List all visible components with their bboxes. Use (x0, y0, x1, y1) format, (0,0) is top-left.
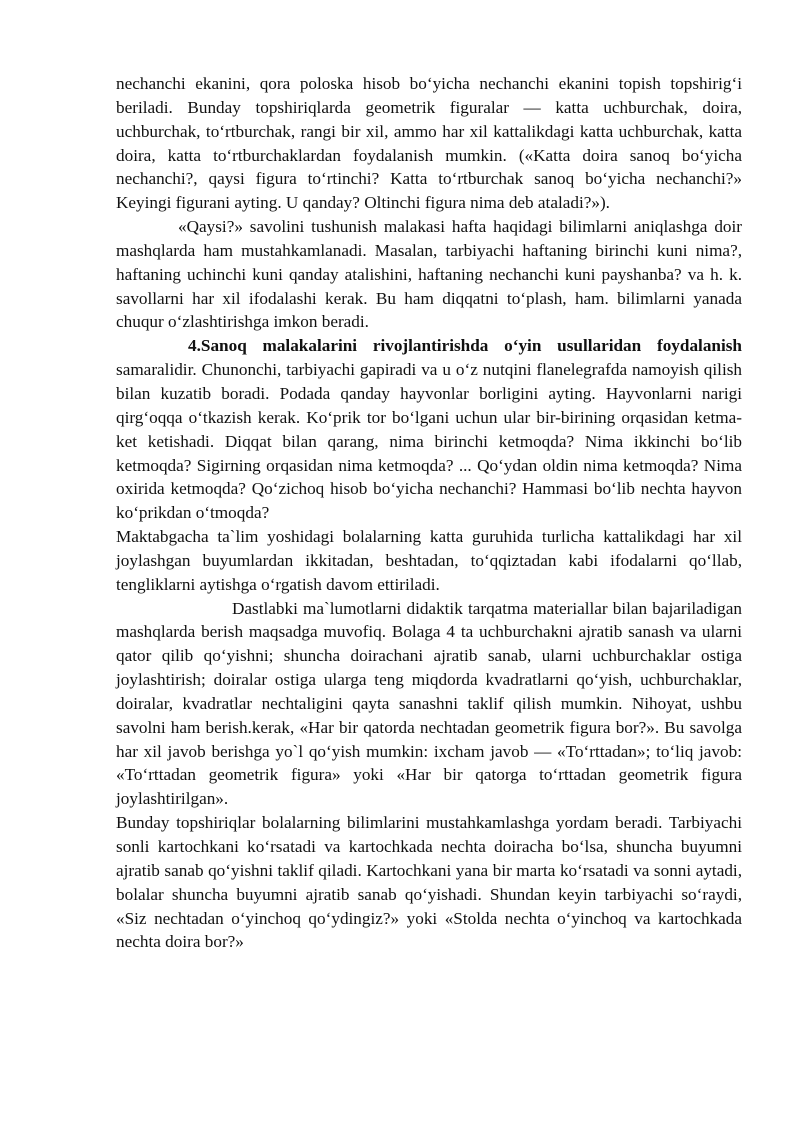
section-heading: 4.Sanoq malakalarini rivojlantirishda o‘yin usullaridan foydalanish (188, 336, 742, 356)
paragraph-number-cards: Bunday topshiriqlar bolalarning bilimlarini mustahkamlashga yordam beradi. Tarbiyachi sonli kartochkani ko‘rsatadi va kartochkada nechta doiracha bo‘lsa, shuncha buyumni ajratib sanab qo‘yishni taklif qiladi. Kartochkani yana bir marta ko‘rsatadi va sonni aytadi, bolalar shuncha buyumni ajratib sanab qo‘yishadi. Shundan keyin tarbiyachi so‘raydi, «Siz nechtadan o‘yinchoq qo‘ydingiz?» yoki «Stolda nechta o‘yinchoq va kartochkada nechta doira bor?» (116, 813, 742, 952)
paragraph-didactic-materials: Dastlabki ma`lumotlarni didaktik tarqatma materiallar bilan bajariladigan mashqlarda berish maqsadga muvofiq. Bolaga 4 ta uchburchakni ajratib sanash va ularni qator qilib qo‘yishni; shuncha doirachani ajratib sanab, ularni uchburchaklar ostiga joylashtirish; doiralar ostiga ularga teng miqdorda kvadratlarni qo‘yish, uchburchaklar, doiralar, kvadratlar nechtaligini qayta sanashni taklif qilish mumkin. Nihoyat, ushbu savolni ham berish.kerak, «Har bir qatorda nechtadan geometrik figura bor?». Bu savolga har xil javob berishga yo`l qo‘yish mumkin: ixcham javob — «To‘rttadan»; to‘liq javob: «To‘rttadan geometrik figura» yoki «Har bir qatorga to‘rttadan geometrik figura joylashtirilgan». (116, 598, 742, 809)
paragraph-game-methods (116, 334, 742, 525)
paragraph-ordinal-figures: nechanchi ekanini, qora poloska hisob bo‘yicha nechanchi ekanini topish topshirig‘i beriladi. Bunday topshiriqlarda geometrik figuralar — katta uchburchak, doira, uchburchak, to‘rtburchak, rangi bir xil, ammo har xil kattalikdagi katta uchburchak, katta doira, katta to‘rtburchaklardan foydalanish mumkin. («Katta doira sanoq bo‘yicha nechanchi?, qaysi figura to‘rtinchi? Katta to‘rtburchak sanoq bo‘yicha nechanchi?» Keyingi figurani ayting. U qanday? Oltinchi figura nima deb ataladi?»). (116, 74, 742, 213)
paragraph-which-question: «Qaysi?» savolini tushunish malakasi hafta haqidagi bilimlarni aniqlashga doir mashqlarda ham mustahkamlanadi. Masalan, tarbiyachi haftaning birinchi kuni nima?, haftaning uchinchi kuni qanday atalishini, haftaning nechanchi kuni payshanba? va h. k. savollarni har xil ifodalashi kerak. Bu ham diqqatni to‘plash, ham. bilimlarni yanada chuqur o‘zlashtirishga imkon beradi. (116, 217, 742, 332)
paragraph-senior-group: Maktabgacha ta`lim yoshidagi bolalarning katta guruhida turlicha kattalikdagi har xil joylashgan buyumlardan ikkitadan, beshtadan, to‘qqiztadan kabi ifodalarni qo‘llab, tengliklarni aytishga o‘rgatish davom ettiriladi. (116, 527, 742, 594)
document-page (116, 72, 742, 954)
paragraph-game-methods-body: samaralidir. Chunonchi, tarbiyachi gapiradi va u o‘z nutqini flanelegrafda namoyish qilish bilan kuzatib boradi. Podada qanday hayvonlar borligini ayting. Hayvonlarni narigi qirg‘oqqa o‘tkazish kerak. Ko‘prik tor bo‘lgani uchun ular bir-birining orqasidan ketma-ket ketishadi. Diqqat bilan qarang, nima birinchi ketmoqda? Nima ikkinchi bo‘lib ketmoqda? Sigirning orqasidan nima ketmoqda? ... Qo‘ydan oldin nima ketmoqda? Nima oxirida ketmoqda? Qo‘zichoq hisob bo‘yicha nechanchi? Hammasi bo‘lib nechta hayvon ko‘prikdan o‘tmoqda? (116, 360, 742, 523)
